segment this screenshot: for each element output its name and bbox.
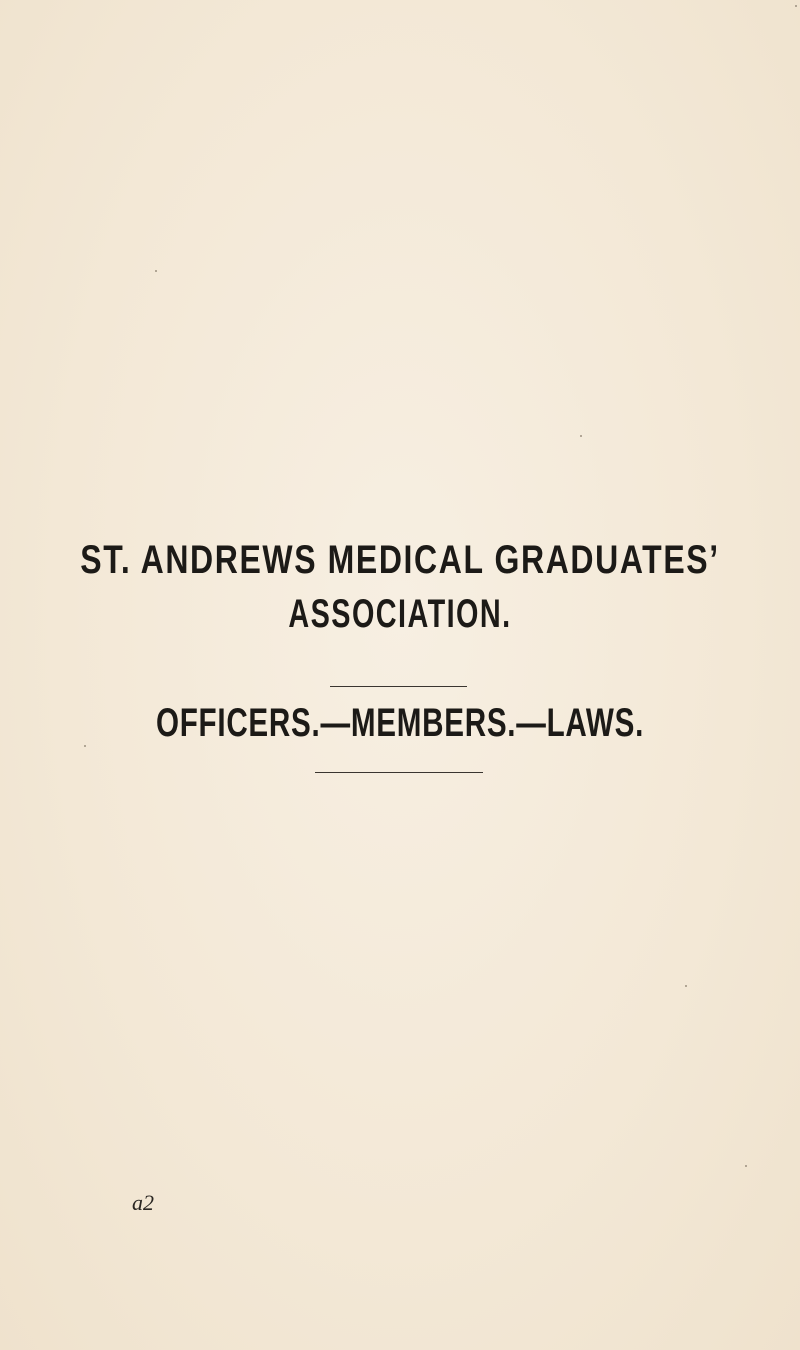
paper-speck bbox=[580, 435, 582, 437]
title-line-2: ASSOCIATION. bbox=[288, 592, 512, 636]
signature-mark: a2 bbox=[132, 1190, 154, 1215]
paper-speck bbox=[685, 985, 687, 987]
paper-speck bbox=[745, 1165, 747, 1167]
paper-speck bbox=[795, 5, 797, 7]
bottom-divider bbox=[315, 772, 483, 773]
paper-speck bbox=[155, 270, 157, 272]
paper-speck bbox=[84, 745, 86, 747]
top-divider bbox=[330, 686, 467, 687]
subtitle: OFFICERS.—MEMBERS.—LAWS. bbox=[155, 701, 645, 745]
title-line-1: ST. ANDREWS MEDICAL GRADUATES’ bbox=[80, 538, 720, 582]
